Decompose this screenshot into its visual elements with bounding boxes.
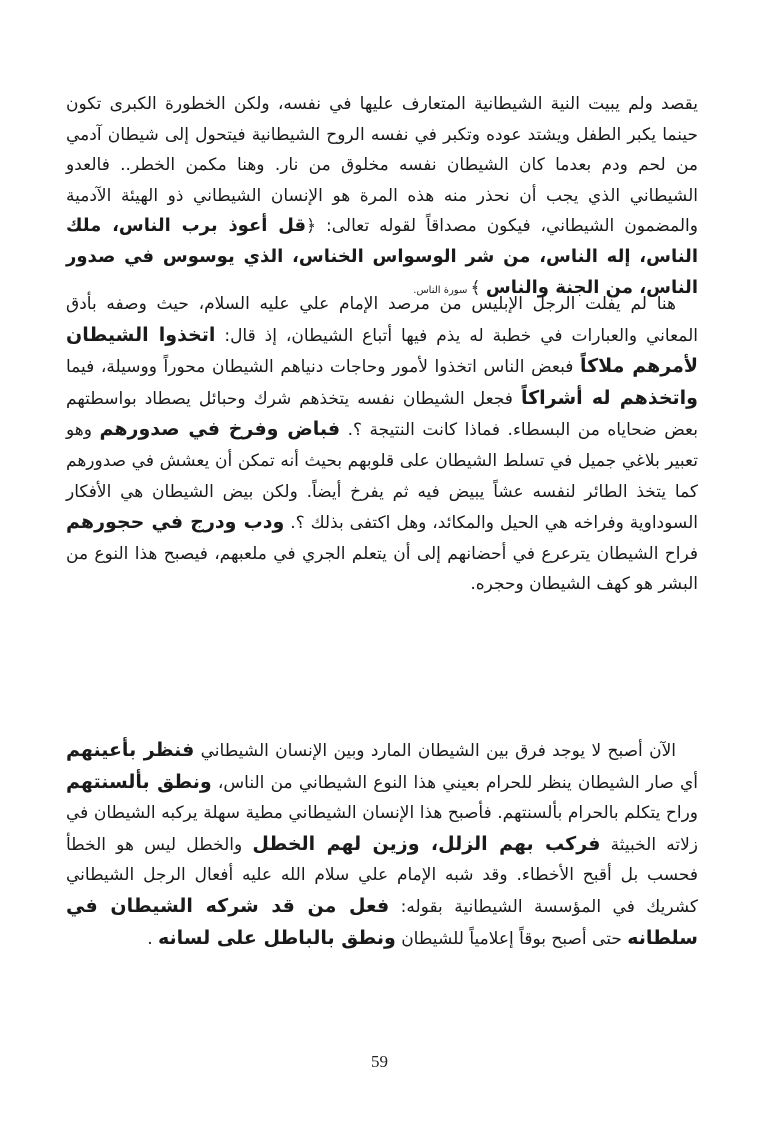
paragraph-3-text-2: أي صار الشيطان ينظر للحرام بعيني هذا النوع الشيطاني من الناس، xyxy=(211,772,698,793)
quote-8: فعل من قد شركه الشيطان في سلطانه xyxy=(66,894,698,949)
quran-verse: قل أعوذ برب الناس، ملك الناس، إله الناس، من شر الوسواس الخناس، الذي يوسوس في صدور الناس، من الجنة والناس xyxy=(66,215,698,298)
page-number: 59 xyxy=(371,1052,388,1071)
quote-3: فباض وفرخ في صدورهم xyxy=(99,418,341,441)
quote-4: ودب ودرج في حجورهم xyxy=(66,511,285,534)
paragraph-2 xyxy=(66,289,698,600)
quote-9: ونطق بالباطل على لسانه xyxy=(158,926,396,949)
paragraph-2-text-4: وهو تعبير بلاغي جميل في تسلط الشيطان على قلوبهم بحيث أنه تمكن أن يعشش في صدورهم كما يتخذ الطائر لنفسه عشاً يبيض فيه ثم يفرخ أيضاً. ولكن بيض الشيطان هي الأفكار السوداوية وفراخه هي الحيل والمكائد، وهل اكتفى بذلك ؟. xyxy=(66,420,698,534)
quote-7: فركب بهم الزلل، وزين لهم الخطل xyxy=(252,832,601,855)
paragraph-2-text-2: فبعض الناس اتخذوا لأمور وحاجات دنياهم الشيطان محوراً ووسيلة، فيما xyxy=(66,357,580,378)
paragraph-2-text-3: فجعل الشيطان نفسه يتخذهم شرك وحبائل يصطاد بواسطتهم بعض ضحاياه من البسطاء. فماذا كانت النتيجة ؟. xyxy=(66,388,698,441)
paragraph-2-text-5: فراح الشيطان يترعرع في أحضانهم إلى أن يتعلم الجري في ملعبهم، فيصبح هذا النوع من البشر هو كهف الشيطان وحجره. xyxy=(66,543,698,595)
quote-6: ونطق بألسنتهم xyxy=(66,770,212,793)
paragraph-1-text: يقصد ولم يبيت النية الشيطانية المتعارف عليها في نفسه، ولكن الخطورة الكبرى تكون حينما يكبر الطفل ويشتد عوده وتكبر في نفسه الروح الشيطانية فيتحول إلى شيطان آدمي من لحم ودم بعدما كان الشيطان نفسه مخلوق من نار. وهنا مكمن الخطر.. فالعدو الشيطاني الذي يجب أن نحذر منه هذه المرة هو الإنسان الشيطاني ذو الهيئة الآدمية والمضمون الشيطاني، فيكون مصداقاً لقوله تعالى: ﴿ xyxy=(66,94,698,237)
paragraph-2-text-1: هنا لم يفلت الرجل الإبليس من مرصد الإمام علي عليه السلام، حيث وصفه بأدق المعاني والعبارات في خطبة له يذم فيها أتباع الشيطان، إذ قال: xyxy=(66,294,698,346)
quote-1: اتخذوا الشيطان لأمرهم ملاكاً xyxy=(66,323,699,378)
paragraph-3 xyxy=(66,735,698,954)
quran-source: سورة الناس. xyxy=(413,284,471,296)
quran-close-bracket: ﴾ xyxy=(470,277,486,298)
paragraph-3-text-1: الآن أصبح لا يوجد فرق بين الشيطان المارد وبين الإنسان الشيطاني xyxy=(194,741,676,761)
paragraph-3-text-3: وراح يتكلم بالحرام بألسنتهم. فأصبح هذا الإنسان الشيطاني مطية سهلة يركبه الشيطان في زلاته الخبيثة xyxy=(66,803,698,855)
paragraph-1 xyxy=(66,89,698,306)
paragraph-3-text-4: والخطل ليس هو الخطأ فحسب بل أقبح الأخطاء. وقد شبه الإمام علي سلام الله عليه أفعال الرجل الشيطاني كشريك في المؤسسة الشيطانية بقوله: xyxy=(66,834,699,917)
quote-2: واتخذهم له أشراكاً xyxy=(520,386,698,409)
quote-5: فنظر بأعينهم xyxy=(66,739,195,761)
paragraph-3-text-6: . xyxy=(147,928,158,949)
paragraph-3-text-5: حتى أصبح بوقاً إعلامياً للشيطان xyxy=(395,928,628,949)
